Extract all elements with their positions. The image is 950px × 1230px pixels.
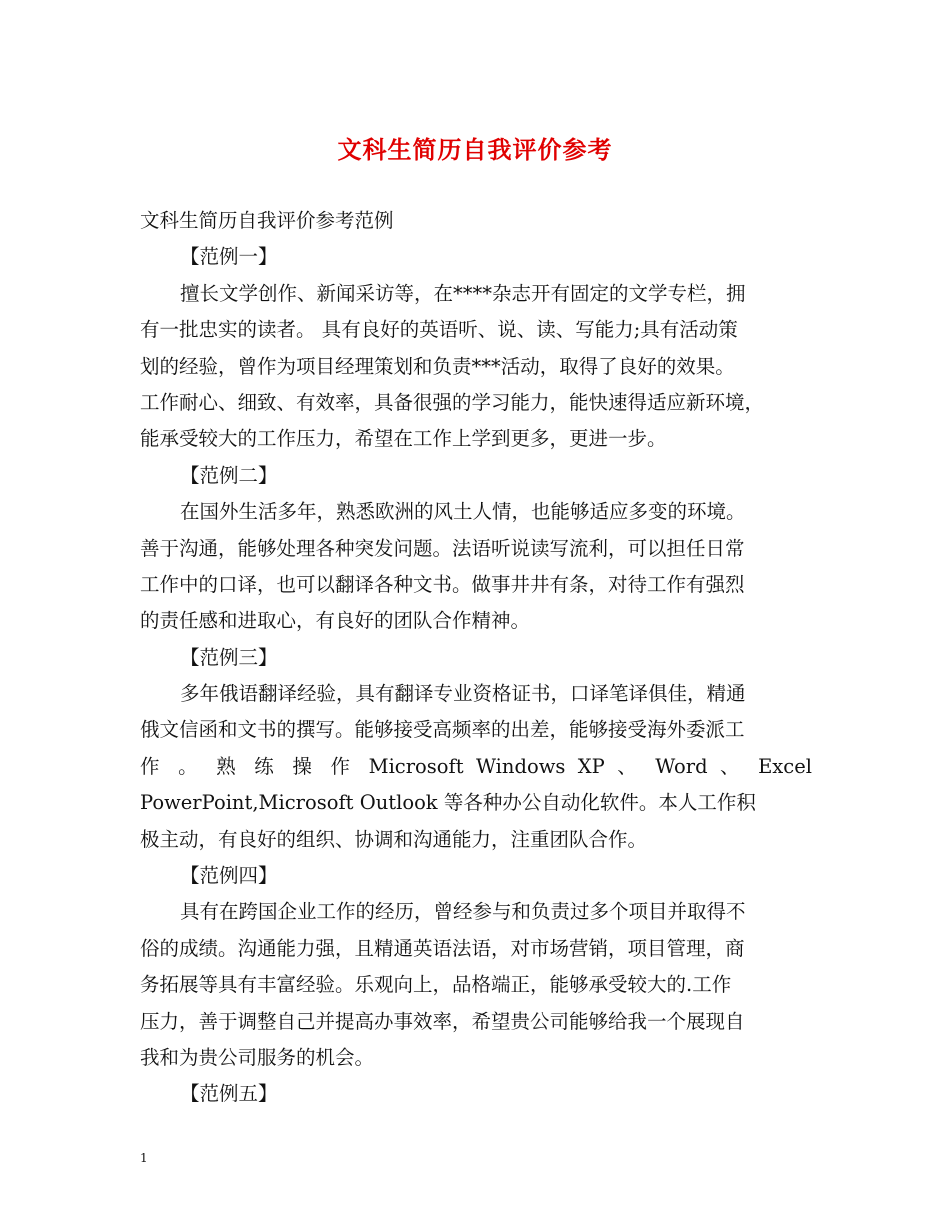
paragraph-line: 具有在跨国企业工作的经历，曾经参与和负责过多个项目并取得不 (180, 900, 746, 924)
example-heading: 【范例一】 (180, 245, 278, 269)
paragraph-line: 善于沟通，能够处理各种突发问题。法语听说读写流利，可以担任日常 (140, 536, 745, 560)
paragraph-line: 的责任感和进取心，有良好的团队合作精神。 (140, 609, 531, 633)
example-heading: 【范例二】 (180, 463, 278, 487)
paragraph-line: 极主动，有良好的组织、协调和沟通能力，注重团队合作。 (140, 827, 648, 851)
paragraph-line: 俄文信函和文书的撰写。能够接受高频率的出差，能够接受海外委派工 (140, 718, 745, 742)
paragraph-line: 我和为贵公司服务的机会。 (140, 1045, 375, 1069)
paragraph-line: 工作中的口译，也可以翻译各种文书。做事井井有条，对待工作有强烈 (140, 572, 745, 596)
paragraph-line: 有一批忠实的读者。 具有良好的英语听、说、读、写能力;具有活动策 (140, 318, 738, 342)
paragraph-line: 压力，善于调整自己并提高办事效率，希望贵公司能够给我一个展现自 (140, 1009, 745, 1033)
paragraph-line: 俗的成绩。沟通能力强，且精通英语法语，对市场营销，项目管理，商 (140, 936, 745, 960)
example-heading: 【范例三】 (180, 645, 278, 669)
document-title: 文科生简历自我评价参考 (337, 135, 613, 164)
paragraph-line: 工作耐心、细致、有效率，具备很强的学习能力，能快速得适应新环境， (140, 390, 765, 414)
paragraph-line: 多年俄语翻译经验，具有翻译专业资格证书，口译笔译俱佳，精通 (180, 682, 746, 706)
paragraph-line: 划的经验，曾作为项目经理策划和负责***活动，取得了良好的效果。 (140, 354, 735, 378)
example-heading: 【范例五】 (180, 1082, 278, 1106)
subtitle-line: 文科生简历自我评价参考范例 (140, 209, 394, 232)
paragraph-line: 作 。 熟 练 操 作 Microsoft Windows XP 、 Word 、 Excel (140, 754, 812, 778)
document-body (140, 203, 812, 1113)
paragraph-line: 擅长文学创作、新闻采访等，在****杂志开有固定的文学专栏，拥 (180, 281, 746, 305)
paragraph-line: 务拓展等具有丰富经验。乐观向上，品格端正，能够承受较大的.工作 (140, 973, 732, 997)
example-heading: 【范例四】 (180, 864, 278, 888)
paragraph-line: 在国外生活多年，熟悉欧洲的风土人情，也能够适应多变的环境。 (180, 500, 746, 524)
paragraph-line: PowerPoint,Microsoft Outlook 等各种办公自动化软件。本人工作积 (140, 791, 756, 815)
paragraph-line: 能承受较大的工作压力，希望在工作上学到更多，更进一步。 (140, 427, 667, 451)
page-number: 1 (140, 1151, 148, 1165)
